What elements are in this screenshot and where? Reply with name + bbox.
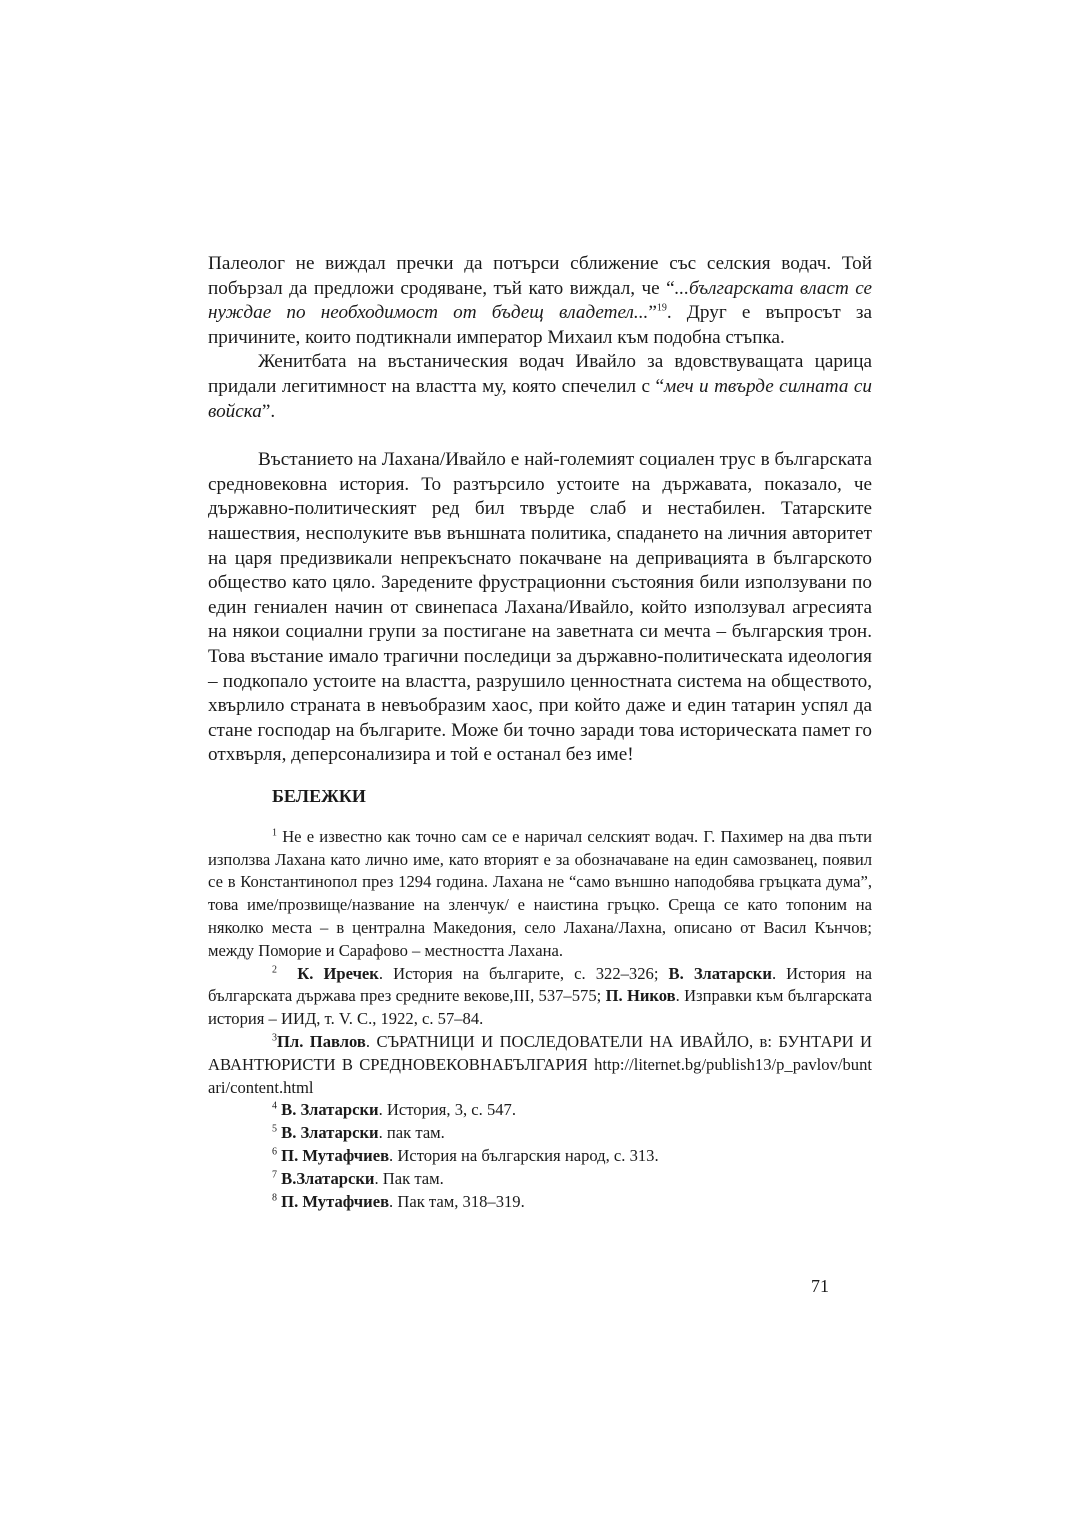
footnote-6: $^6$ П. Мутафчиев. История на българския народ, с. 313.	[272, 1146, 659, 1166]
footnote-3: $^3$Пл. Павлов. СЪРАТНИЦИ И ПОСЛЕДОВАТЕЛИ НА ИВАЙЛО, в: БУНТАРИ И АВАНТЮРИСТИ В СРЕДНОВЕКОВНАБЪЛГАРИЯ http://liternet.bg/publish13/p_pavlov/buntari/content.html	[208, 1032, 872, 1097]
footnotes	[208, 826, 872, 1214]
footnote-2: $^2$ К. Иречек. История на българите, с. 322–326; В. Златарски. История на българската държава през средните векове,III, 537–575; П. Ников. Изправки към българската история – ИИД, т. V. С., 1922, с. 57–84.	[208, 963, 873, 1029]
footnote-7: $^7$ В.Златарски. Пак там.	[272, 1168, 444, 1188]
footnote-link[interactable]: http://liternet.bg/publish13/p_pavlov/buntari/content.html	[208, 1054, 872, 1097]
quote: ...българската власт се нуждае по необходимост от бъдещ владетел...	[208, 277, 873, 324]
footnote-5: $^5$ В. Златарски. пак там.	[272, 1123, 445, 1143]
page-number: 71	[811, 1276, 829, 1296]
footnote-4: $^4$ В. Златарски. История, 3, с. 547.	[272, 1100, 516, 1120]
footnote-8: $^8$ П. Мутафчиев. Пак там, 318–319.	[272, 1191, 525, 1211]
page-content	[208, 252, 872, 1213]
paragraph-1: Палеолог не виждал пречки да потърси сближение със селския водач. Той побързал да предложи сродяване, тъй като виждал, че “...българската власт се нуждае по необходимост от бъдещ владетел...”$^{19}$. Друг е въпросът за причините, които подтикнали император Михаил към подобна стъпка.	[208, 253, 873, 348]
body-text	[208, 252, 872, 768]
paragraph-2: Женитбата на въстаническия водач Ивайло за вдовствуващата царица придали легитимност на властта му, която спечелил с “меч и твърде силната си войска”.	[208, 351, 872, 422]
notes-heading: БЕЛЕЖКИ	[272, 785, 366, 806]
footnote-ref[interactable]: 19	[656, 302, 667, 314]
paragraph-3: Въстанието на Лахана/Ивайло е най-големият социален трус в българската средновековна история. То разтърсило устоите на държавата, показало, че държавно-политическият ред бил твърде слаб и нестабилен. Татарските нашествия, несполуките във външната политика, спадането на личния авторитет на царя предизвикали непрекъснато покачване на депривацията в българското общество като цяло. Заредените фрустрационни състояния били използувани по един гениален начин от свинепаса Лахана/Ивайло, който използувал агресията на някои социални групи за постигане на заветната си мечта – българския трон. Това въстание имало трагични последици за държавно-политическата идеология – подкопало устоите на властта, разрушило ценностната система на обществото, хвърлило страната в невъобразим хаос, при който даже и един татарин успял да стане господар на българите. Може би точно заради това историческата памет го отхвърля, деперсонализира и той е останал без име!	[208, 449, 872, 766]
quote: меч и твърде силната си войска	[208, 375, 872, 422]
footnote-1: $^1$ Не е известно как точно сам се е наричал селският водач. Г. Пахимер на два пъти използва Лахана като лично име, като вторият е за обозначаване на един самозванец, появил се в Константинопол през 1294 година. Лахана не “само външно наподобява гръцката дума”, това име/прозвище/название на зленчук/ е наистина гръцко. Среща се като топоним на няколко места – в централна Македония, село Лахана/Лахна, описано от Васил Кънчов; между Поморие и Сарафово – местността Лахана.	[208, 826, 872, 960]
